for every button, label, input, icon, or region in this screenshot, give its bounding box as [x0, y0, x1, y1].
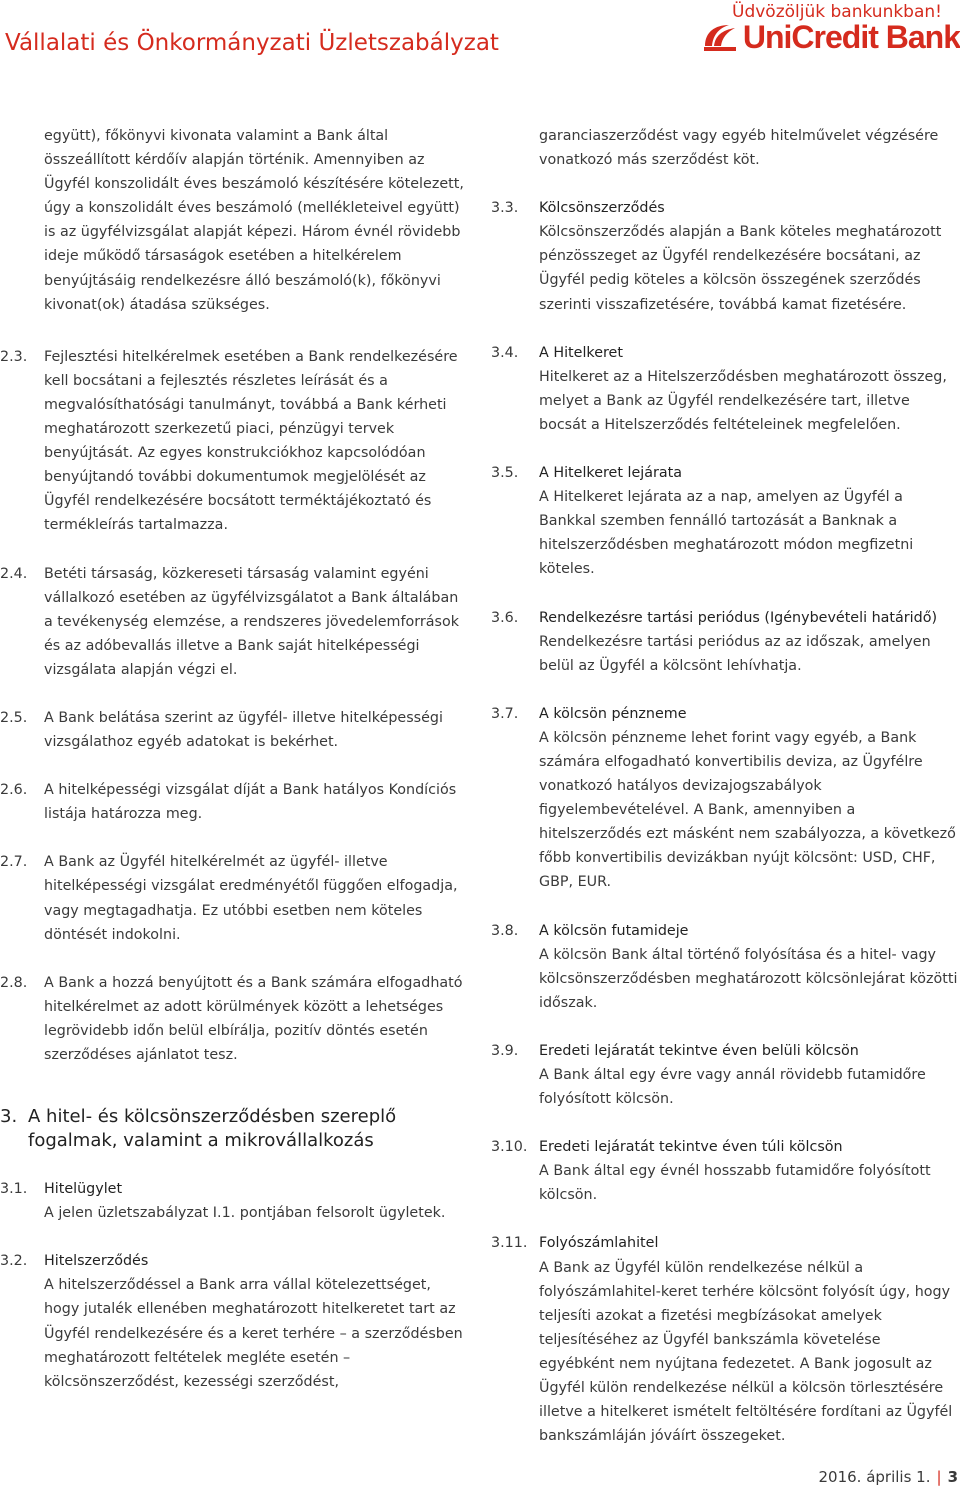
welcome-text: Üdvözöljük bankunkban!	[732, 2, 942, 22]
definition-title-main: Kölcsönszerződés	[539, 200, 665, 217]
definition-3-5	[491, 461, 960, 581]
definition-3-10	[491, 1135, 960, 1207]
definition-3-9	[491, 1039, 960, 1111]
definition-title	[539, 1231, 960, 1255]
definition-title-main: Folyószámlahitel	[539, 1235, 659, 1252]
definition-title: Hitelügylet	[44, 1181, 123, 1198]
right-column	[491, 124, 960, 1448]
clause-text: A Bank az Ügyfél hitelkérelmét az ügyfél- illetve hitelképességi vizsgálat eredményétől függően elfogadja, vagy megtagadhatja. Ez utóbbi esetben nem köteles döntését indokolni.	[44, 854, 458, 943]
clause-number: 2.8.	[0, 974, 28, 991]
clause-2-8	[0, 971, 470, 1067]
definition-title	[539, 1135, 960, 1159]
clause-2-7	[0, 850, 470, 946]
left-column	[0, 124, 470, 1394]
clause-text: A Bank belátása szerint az ügyfél- illetve hitelképességi vizsgálathoz egyéb adatokat is bekérhet.	[44, 709, 443, 751]
definition-title	[539, 196, 960, 220]
section-heading-3	[0, 1105, 470, 1153]
definition-text: A kölcsön pénzneme lehet forint vagy egyéb, a Bank számára elfogadható konvertibilis deviza, az Ügyfélre vonatkozó hatályos devizajogszabályok figyelembevételével. A Bank, amennyiben a hitelszerződés ezt másként nem szabályozza, a következő főbb konvertibilis devizákban nyújt kölcsönt: USD, CHF, GBP, EUR.	[539, 729, 956, 891]
definition-3-7	[491, 702, 960, 895]
clause-number: 2.5.	[0, 709, 28, 726]
definition-3-3	[491, 196, 960, 316]
definition-number: 3.10.	[491, 1139, 528, 1156]
footer-date: 2016. április 1.	[818, 1468, 931, 1486]
definition-title-main: A Hitelkeret lejárata	[539, 465, 683, 482]
definition-title-main: Eredeti lejáratát tekintve éven belüli kölcsön	[539, 1042, 859, 1059]
page-number: 3	[947, 1468, 958, 1486]
definition-title-suffix: (Igénybevételi határidő)	[759, 609, 938, 626]
definition-title-main: A kölcsön futamideje	[539, 922, 689, 939]
definition-number: 3.7.	[491, 705, 519, 722]
definition-text: A hitelszerződéssel a Bank arra vállal kötelezettséget, hogy jutalék ellenében meghatározott hitelkeretet tart az Ügyfél rendelkezésére és a keret terhére – a szerződésben meghatározott feltételek megléte esetén – kölcsönszerződést, kezességi szerződést,	[44, 1277, 463, 1390]
clause-2-4	[0, 562, 470, 682]
definition-number: 3.4.	[491, 344, 519, 361]
definition-3-1	[0, 1177, 470, 1225]
clause-text: Betéti társaság, közkereseti társaság valamint egyéni vállalkozó esetében az ügyfélvizsgálatot a Bank általában a tevékenység elemzése, a rendszeres jövedelemforrások és az adóbevallás illetve a Bank saját hitelképességi vizsgálata alapján végzi el.	[44, 565, 460, 678]
paragraph-continued: garanciaszerződést vagy egyéb hitelművelet végzésére vonatkozó más szerződést köt.	[539, 128, 939, 169]
section-title: A hitel- és kölcsönszerződésben szereplő fogalmak, valamint a mikrovállalkozás	[28, 1106, 397, 1152]
definition-title	[539, 919, 960, 943]
clause-2-3	[0, 345, 470, 538]
definition-number: 3.6.	[491, 609, 519, 626]
definition-text: A Hitelkeret lejárata az a nap, amelyen az Ügyfél a Bankkal szemben fennálló tartozását a Banknak a hitelszerződésben meghatározott módon megfizetni köteles.	[539, 489, 914, 578]
clause-2-6	[0, 778, 470, 826]
document-title: Vállalati és Önkormányzati Üzletszabályzat	[5, 30, 499, 56]
definition-text: Kölcsönszerződés alapján a Bank köteles meghatározott pénzösszeget az Ügyfél rendelkezésére bocsátani, az Ügyfél pedig köteles a kölcsön összegének szerződés szerinti visszafizetésére, továbbá kamat fizetésére.	[539, 224, 942, 313]
logo-wordmark: UniCredit Bank	[742, 18, 960, 55]
definition-number: 3.11.	[491, 1235, 528, 1252]
clause-text: Fejlesztési hitelkérelmek esetében a Bank rendelkezésére kell bocsátani a fejlesztés részletes leírását és a megvalósíthatósági tanulmányt, továbbá a Bank kérheti meghatározott szerkezetű piaci, pénzügyi tervek benyújtását. Az egyes konstrukciókhoz kapcsolódóan benyújtandó további dokumentumok megjelölését az Ügyfél rendelkezésére bocsátott terméktájékoztató és termékleírás tartalmazza.	[44, 348, 458, 534]
footer-separator: |	[936, 1468, 942, 1486]
clause-text: A hitelképességi vizsgálat díját a Bank hatályos Kondíciós listája határozza meg.	[44, 782, 457, 823]
page-footer	[819, 1468, 959, 1486]
definition-text: A Bank által egy évnél hosszabb futamidőre folyósított kölcsön.	[539, 1163, 931, 1204]
definition-title-main: Rendelkezésre tartási periódus	[539, 609, 760, 626]
definition-3-2	[0, 1249, 470, 1394]
clause-number: 2.6.	[0, 782, 28, 799]
definition-text: Hitelkeret az a Hitelszerződésben meghatározott összeg, melyet a Bank az Ügyfél rendelkezésére tart, illetve bocsát a Hitelszerződés feltételeinek megfelelően.	[539, 368, 947, 433]
definition-3-11	[491, 1231, 960, 1448]
clause-number: 2.3.	[0, 348, 28, 365]
unicredit-logo	[701, 20, 960, 54]
definition-text: A Bank által egy évre vagy annál rövidebb futamidőre folyósított kölcsön.	[539, 1067, 926, 1108]
definition-title	[539, 461, 960, 485]
definition-number: 3.3.	[491, 200, 519, 217]
definition-number: 3.8.	[491, 922, 519, 939]
definition-text: Rendelkezésre tartási periódus az az időszak, amelyen belül az Ügyfél a kölcsönt lehívhatja.	[539, 633, 931, 674]
unicredit-emblem-icon	[701, 22, 739, 52]
definition-title	[539, 702, 960, 726]
definition-number: 3.5.	[491, 465, 519, 482]
definition-title-main: A Hitelkeret	[539, 344, 623, 361]
definition-3-8	[491, 919, 960, 1015]
section-number: 3.	[0, 1106, 18, 1128]
clause-text: A Bank a hozzá benyújtott és a Bank számára elfogadható hitelkérelmet az adott körülmények között a lehetséges legrövidebb időn belül elbírálja, pozitív döntés esetén szerződéses ajánlatot tesz.	[44, 974, 463, 1063]
clause-number: 2.7.	[0, 854, 28, 871]
definition-title	[539, 1039, 960, 1063]
definition-title: Hitelszerződés	[44, 1253, 149, 1270]
definition-number: 3.2.	[0, 1253, 28, 1270]
paragraph-continued: együtt), főkönyvi kivonata valamint a Bank által összeállított kérdőív alapján történik. Amennyiben az Ügyfél konszolidált éves beszámoló készítésére kötelezett, úgy a konszolidált éves beszámoló (mellékleteivel együtt) is az ügyfélvizsgálat alapját képezi. Három évnél rövidebb ideje működő társaságok esetében a hitelkérelem benyújtásáig rendelkezésre álló beszámoló(k), főkönyvi kivonat(ok) átadása szükséges.	[44, 128, 464, 313]
clause-number: 2.4.	[0, 565, 28, 582]
definition-title	[539, 341, 960, 365]
definition-3-4	[491, 341, 960, 437]
definition-text: A kölcsön Bank által történő folyósítása és a hitel- vagy kölcsönszerződésben meghatározott kölcsönlejárat közötti időszak.	[539, 946, 958, 1011]
definition-text: A jelen üzletszabályzat I.1. pontjában felsorolt ügyletek.	[44, 1205, 446, 1222]
definition-title-main: Eredeti lejáratát tekintve éven túli kölcsön	[539, 1139, 843, 1156]
definition-number: 3.1.	[0, 1181, 28, 1198]
definition-text: A Bank az Ügyfél külön rendelkezése nélkül a folyószámlahitel-keret terhére kölcsönt folyósít úgy, hogy teljesíti azokat a fizetési megbízásokat amelyek teljesítéséhez az Ügyfél bankszámla követelése egyébként nem nyújtana fedezetet. A Bank jogosult az Ügyfél külön rendelkezése nélkül a kölcsön törlesztésére illetve a hitelkeret ismételt feltöltésére fordítani az Ügyfél bankszámláján jóváírt összegeket.	[539, 1259, 953, 1445]
definition-title	[539, 606, 960, 630]
clause-2-5	[0, 706, 470, 754]
definition-number: 3.9.	[491, 1042, 519, 1059]
definition-title-main: A kölcsön pénzneme	[539, 705, 687, 722]
definition-3-6	[491, 606, 960, 678]
